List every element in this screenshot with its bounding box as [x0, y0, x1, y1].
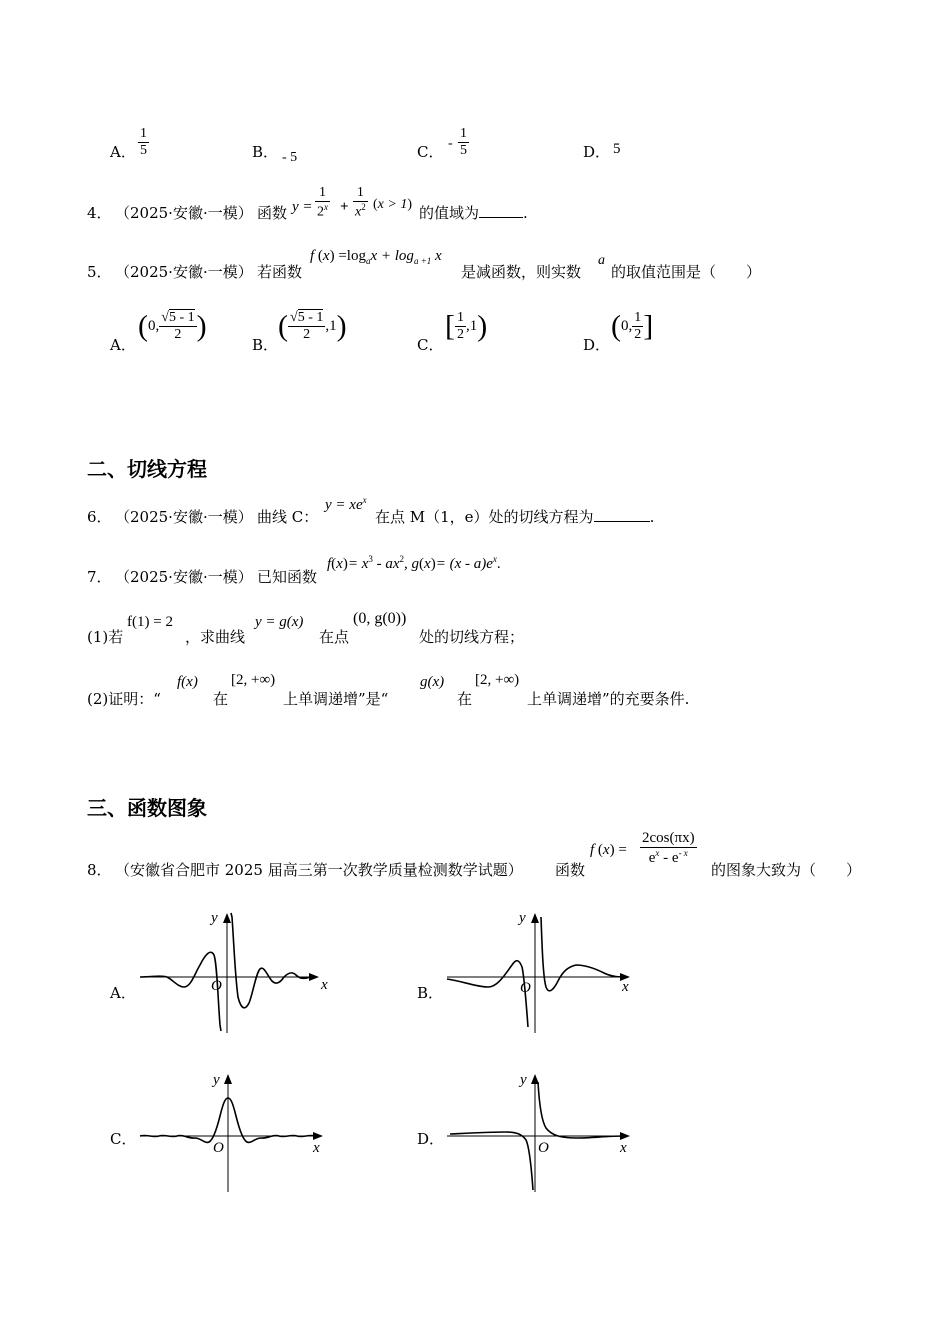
q3-option-c-sign: - — [448, 136, 453, 151]
q8-source: （安徽省合肥市 2025 届高三第一次教学质量检测数学试题） — [115, 861, 523, 879]
q4-tail-text: 的值域为 — [419, 204, 480, 222]
q7-2-label: (2)证明：“ — [87, 690, 161, 708]
q5-c-num: 1 — [455, 310, 466, 327]
q6-tail — [375, 506, 654, 527]
q8-number: 8． — [87, 861, 112, 879]
q7-ff: x — [424, 556, 431, 572]
q8-den-mid: - e — [659, 850, 679, 867]
q7-1-mid: ，求曲线 — [185, 628, 246, 646]
q4-f2-num: 1 — [353, 185, 368, 202]
q5-sub2: a +1 — [413, 256, 432, 266]
q5-tail1: 是减函数，则实数 — [461, 263, 582, 281]
q5-option-a-label[interactable]: A． — [110, 336, 136, 354]
q5-c-den: 2 — [457, 327, 464, 343]
q7-2-f: f(x) — [177, 674, 198, 690]
q3-option-b-label[interactable]: B． — [252, 143, 279, 161]
q5-mid: x + log — [370, 248, 414, 264]
q5-option-a-expr: (0, $\frac{√5 - 1}{2}$ ) — [138, 309, 207, 343]
q4-f2-den: x — [355, 204, 362, 220]
q5-f: f — [310, 248, 315, 264]
graph-a-origin-text: O — [211, 978, 222, 994]
q5-a: a — [598, 253, 605, 268]
graph-d-origin-text: O — [538, 1140, 549, 1156]
q5-d-den: 2 — [634, 327, 642, 343]
graph-a-x-arrow-icon — [309, 973, 319, 981]
graph-a-y-arrow-icon — [223, 913, 231, 923]
q6-answer-blank[interactable] — [594, 507, 650, 522]
q7-number: 7． — [87, 568, 112, 586]
q3-option-d-value: 5 — [613, 141, 621, 157]
q7-fe: , g — [404, 556, 420, 572]
q8-f: f — [590, 842, 595, 858]
q5-eq: =log — [338, 248, 366, 264]
q4-plus: + — [340, 199, 349, 215]
graph-b-y-arrow-icon — [531, 913, 539, 923]
q4-end: . — [523, 204, 528, 222]
q4-frac2 — [353, 185, 368, 221]
q5-x: x — [435, 248, 442, 264]
q7-1-point: (0, g(0)) — [353, 610, 407, 627]
q7-2-in2: 在 — [457, 690, 473, 708]
q4-f1-den: 2 — [317, 204, 324, 220]
q8-lhs: f (x) = — [590, 842, 627, 858]
q5-a-den: 2 — [174, 327, 182, 343]
q3-option-c-label[interactable]: C． — [417, 143, 444, 161]
q7-2-mono2: 上单调递增”的充要条件. — [527, 690, 690, 708]
q7-sup3: 3 — [368, 554, 373, 564]
q7-1-cond: f(1) = 2 — [127, 614, 173, 630]
q5-a-num: 5 - 1 — [168, 310, 195, 325]
graph-c-y-text: y — [213, 1072, 220, 1088]
q8-eq: = — [618, 842, 627, 858]
graph-d[interactable] — [442, 1070, 637, 1195]
q5-option-d-label[interactable]: D． — [583, 336, 611, 354]
q3-c-den: 5 — [460, 143, 467, 159]
q7-fa: f — [327, 556, 332, 572]
q7-fg: = (x - a)e — [435, 556, 493, 572]
q3-option-c-fraction — [458, 126, 469, 159]
q6-sup: x — [362, 495, 367, 505]
q7-1-curve: y = g(x) — [255, 614, 304, 630]
q5-formula: f $(x) =\log_ax + \log_{a +1} x$ — [310, 248, 442, 266]
q3-a-num: 1 — [138, 126, 149, 143]
graph-c[interactable] — [135, 1070, 330, 1195]
q6-formula-text: y = xe — [325, 497, 363, 513]
q7-2-mono1: 上单调递增”是“ — [283, 690, 389, 708]
q8-den-sup2: - x — [678, 848, 688, 859]
graph-b-label[interactable]: B． — [417, 984, 444, 1002]
q5-arg: x — [322, 248, 330, 264]
q6-tail-text: 在点 M（1，e）处的切线方程为 — [375, 508, 594, 526]
q7-fd: - ax — [372, 556, 400, 572]
graph-c-label[interactable]: C． — [110, 1130, 137, 1148]
q3-option-a-label[interactable]: A． — [110, 143, 136, 161]
q4-source: （2025·安徽·一模） — [115, 204, 253, 222]
q8-den-e1: e — [648, 850, 656, 867]
q6-lead: 曲线 C： — [257, 508, 319, 526]
graph-b-x-text: x — [622, 979, 629, 995]
q3-option-d-label[interactable]: D． — [583, 143, 611, 161]
section-3-title: 三、函数图象 — [87, 796, 207, 820]
q6-end: . — [649, 508, 655, 526]
q7-fc: = x — [347, 556, 369, 572]
q7-2-int2: [2, +∞) — [475, 672, 520, 688]
graph-c-x-text: x — [313, 1140, 320, 1156]
q5-number: 5． — [87, 263, 112, 281]
q4-lead: 函数 — [257, 204, 288, 222]
q7-fb: x — [336, 556, 343, 572]
graph-a-label[interactable]: A． — [110, 984, 136, 1002]
q3-option-a-fraction — [138, 126, 149, 159]
graph-a-x-text: x — [321, 977, 328, 993]
q8-numerator: 2cos(πx) — [640, 830, 697, 848]
graph-b-origin-text: O — [520, 980, 531, 996]
q3-c-num: 1 — [458, 126, 469, 143]
q4-tail — [419, 202, 528, 223]
q7-supx: x — [492, 554, 497, 564]
graph-d-y-text: y — [520, 1072, 527, 1088]
q7-1-label: (1)若 — [87, 628, 124, 646]
q5-d-left: 0, — [621, 318, 633, 335]
q5-d-num: 1 — [632, 310, 643, 327]
q7-lead: 已知函数 — [257, 568, 318, 586]
graph-a-y-text: y — [211, 910, 218, 926]
q7-2-int1: [2, +∞) — [231, 672, 276, 688]
q7-end: . — [496, 556, 501, 572]
q4-condition: (x > 1) — [373, 197, 413, 212]
q4-f1-num: 1 — [315, 185, 330, 202]
q7-2-g: g(x) — [420, 674, 445, 690]
q5-option-d-expr: (0, $\frac{1}{2}$ ] — [611, 309, 654, 343]
q4-y: y = — [292, 199, 313, 215]
graph-a-curve — [140, 913, 310, 1031]
q5-options — [110, 310, 710, 360]
q5-b-right: ,1 — [325, 318, 337, 335]
q5-b-num: 5 - 1 — [297, 310, 324, 325]
q5-tail2: 的取值范围是（ ） — [611, 263, 762, 281]
graph-c-origin-text: O — [213, 1140, 224, 1156]
q8-tail: 的图象大致为（ ） — [711, 861, 862, 879]
graph-d-label[interactable]: D． — [417, 1130, 445, 1148]
q4-f2-sup: 2 — [361, 202, 366, 213]
q5-sub1: a — [365, 256, 371, 266]
q8-fraction — [640, 830, 697, 868]
graph-b-y-text: y — [519, 910, 526, 926]
q5-a-left: 0, — [148, 318, 160, 335]
q8-x: x — [602, 842, 610, 858]
q6-source: （2025·安徽·一模） — [115, 508, 253, 526]
q5-source: （2025·安徽·一模） — [115, 263, 253, 281]
q8-lead: 函数 — [555, 861, 586, 879]
q3-a-den: 5 — [140, 143, 147, 159]
q7-formula: $f(x)= x^3 - ax^2$, $g(x)= (x - a)e^x$. — [327, 554, 501, 572]
q4-frac1 — [315, 185, 330, 221]
q5-b-den: 2 — [303, 327, 311, 343]
q6-number: 6． — [87, 508, 112, 526]
q7-source: （2025·安徽·一模） — [115, 568, 253, 586]
q5-c-right: ,1 — [466, 318, 478, 335]
graph-b-curve — [447, 917, 627, 1027]
q7-1-tail: 处的切线方程； — [419, 628, 525, 646]
q3-option-b-value: - 5 — [282, 150, 298, 165]
q4-f1-sup: x — [324, 202, 328, 213]
graph-d-x-text: x — [620, 1140, 627, 1156]
section-2-title: 二、切线方程 — [87, 457, 207, 481]
q8-den-sup1: x — [655, 848, 660, 859]
q5-option-b-expr: ( $\frac{√5 - 1}{2}$ ,1) — [278, 309, 347, 343]
q5-lead: 若函数 — [257, 263, 303, 281]
q5-option-b-label[interactable]: B． — [252, 336, 279, 354]
q7-1-pt: 在点 — [319, 628, 350, 646]
q4-cond-text: x > 1 — [377, 197, 408, 212]
graph-b[interactable] — [442, 905, 637, 1040]
q5-option-c-label[interactable]: C． — [417, 336, 444, 354]
graph-a[interactable] — [135, 905, 328, 1040]
q5-option-c-expr: [ $\frac{1}{2}$ ,1) — [445, 309, 488, 343]
q6-formula — [325, 495, 367, 514]
graph-c-y-arrow-icon — [224, 1074, 232, 1084]
q7-2-in1: 在 — [213, 690, 229, 708]
q4-number: 4． — [87, 204, 112, 222]
q7-sup2: 2 — [399, 554, 405, 564]
q4-answer-blank[interactable] — [479, 203, 523, 218]
